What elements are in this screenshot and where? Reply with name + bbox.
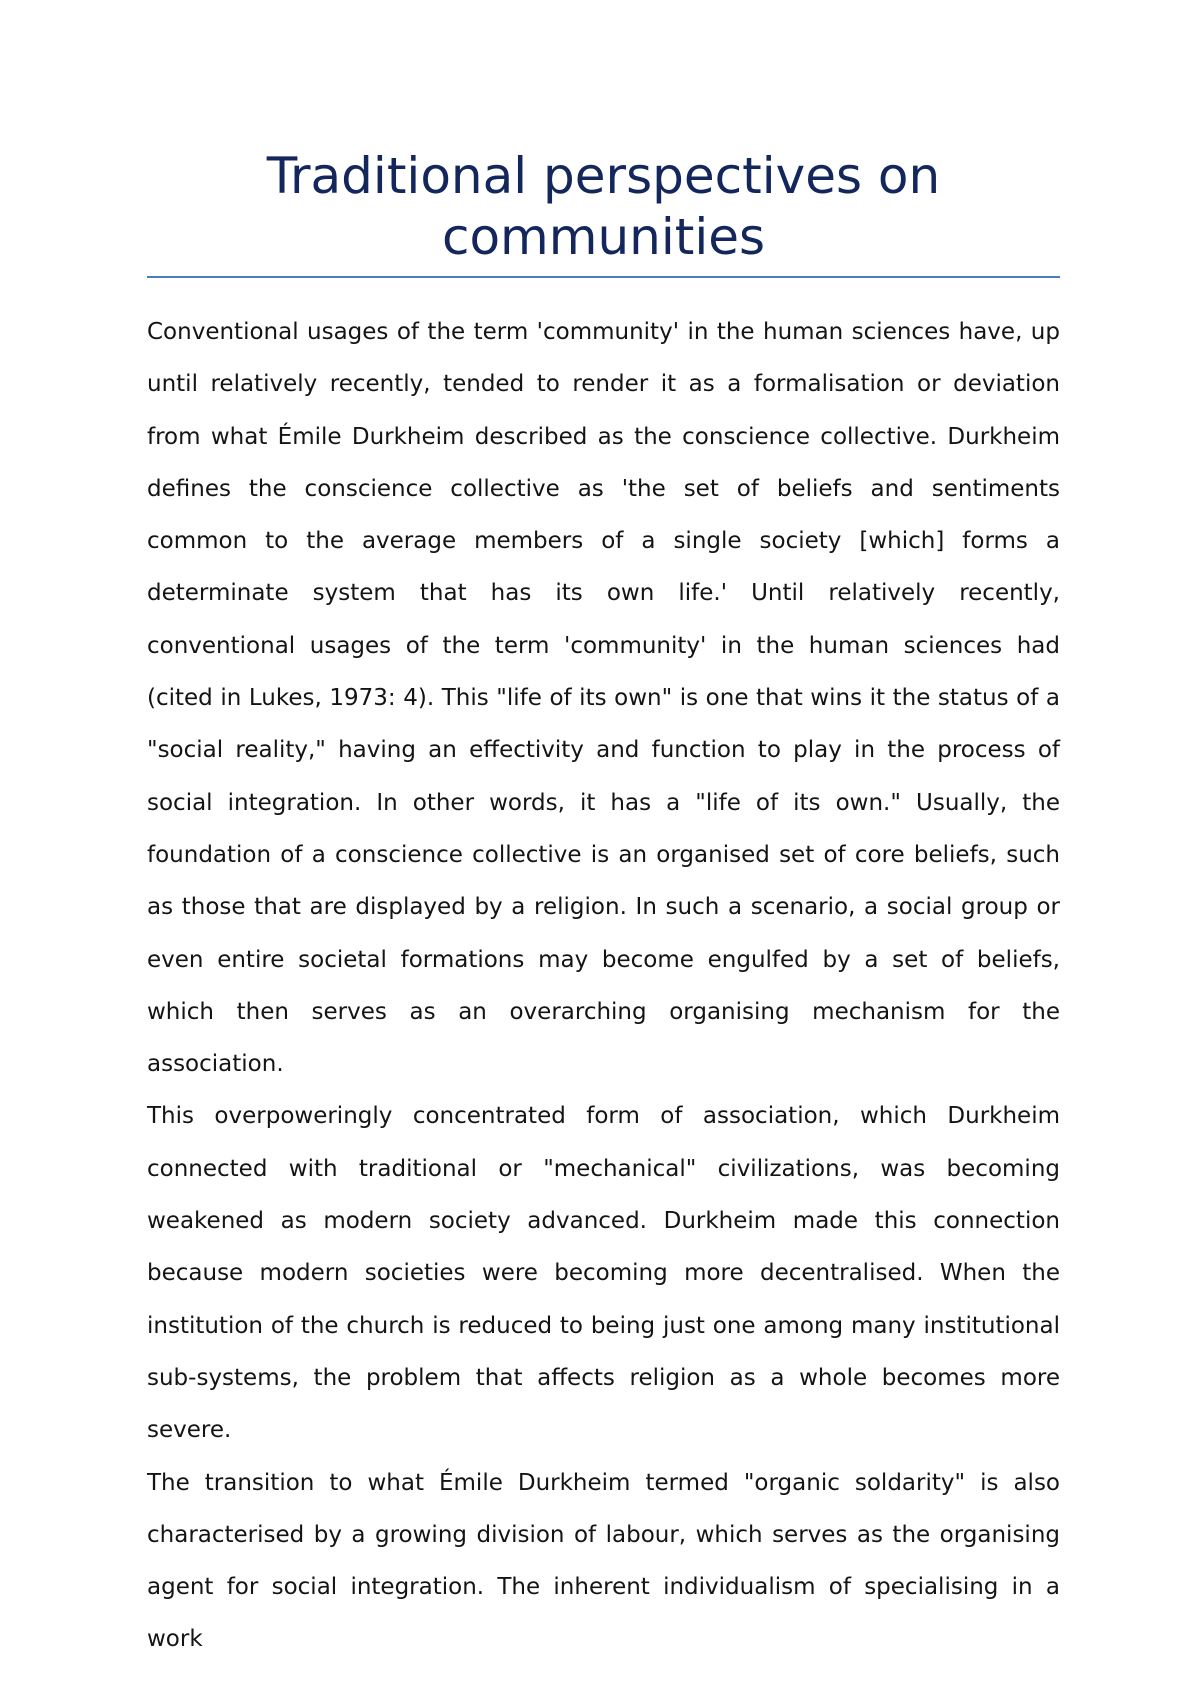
document-body [147,306,1060,1666]
page-title: Traditional perspectives on communities [266,147,941,266]
paragraph-3: The transition to what Émile Durkheim termed "organic soldarity" is also characterised by a growing division of labour, which serves as the organising agent for social integration. The inherent individualism of specialising in a work [147,1469,1060,1653]
paragraph-1: Conventional usages of the term 'community' in the human sciences have, up until relatively recently, tended to render it as a formalisation or deviation from what Émile Durkheim described as the conscience collective. Durkheim defines the conscience collective as 'the set of beliefs and sentiments common to the average members of a single society [which] forms a determinate system that has its own life.' Until relatively recently, conventional usages of the term 'community' in the human sciences had (cited in Lukes, 1973: 4). This "life of its own" is one that wins it the status of a "social reality," having an effectivity and function to play in the process of social integration. In other words, it has a "life of its own." Usually, the foundation of a conscience collective is an organised set of core beliefs, such as those that are displayed by a religion. In such a scenario, a social group or even entire societal formations may become engulfed by a set of beliefs, which then serves as an overarching organising mechanism for the association. [147,319,1060,1078]
title-underline-divider [147,276,1060,278]
paragraph-2: This overpoweringly concentrated form of association, which Durkheim connected with traditional or "mechanical" civilizations, was becoming weakened as modern society advanced. Durkheim made this connection because modern societies were becoming more decentralised. When the institution of the church is reduced to being just one among many institutional sub-systems, the problem that affects religion as a whole becomes more severe. [147,1103,1060,1444]
